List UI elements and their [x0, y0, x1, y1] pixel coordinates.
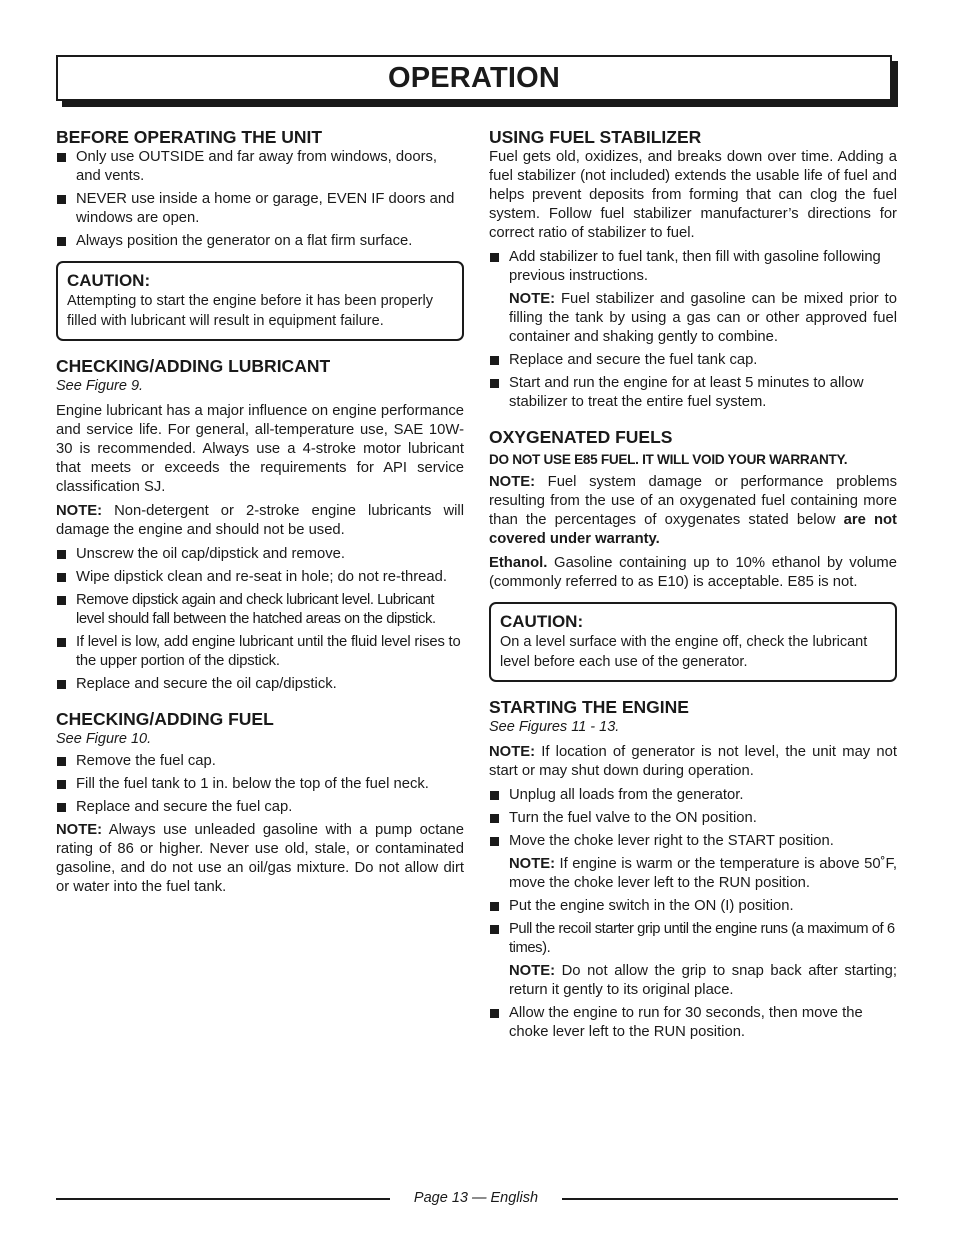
bullet-list [56, 752, 464, 817]
section-checking-lubricant [56, 355, 464, 694]
square-bullet-icon [490, 837, 499, 846]
caution-box-lubricant [56, 261, 464, 341]
note-paragraph: NOTE: Non-detergent or 2-stroke engine lubricants will damage the engine and should not be used. [56, 503, 464, 538]
list-item: Fill the fuel tank to 1 in. below the top of the fuel neck. [56, 775, 464, 794]
page-number: Page 13 — English [413, 1190, 539, 1206]
left-column [56, 126, 464, 907]
ethanol-paragraph: Ethanol. Gasoline containing up to 10% ethanol by volume (commonly referred to as E10) is acceptable. E85 is not. [489, 555, 897, 590]
list-item: Remove the fuel cap. [56, 752, 464, 771]
warranty-warning: DO NOT USE E85 FUEL. IT WILL VOID YOUR WARRANTY. [489, 452, 848, 467]
list-item: Remove dipstick again and check lubricant level. Lubricant level should fall between the hatched areas on the dipstick. [56, 591, 464, 629]
warranty-exclusion: are not covered under warranty. [489, 512, 897, 547]
note-label: NOTE: [509, 856, 556, 872]
list-item: If level is low, add engine lubricant until the fluid level rises to the upper portion of the dipstick. [56, 633, 464, 671]
page-title: OPERATION [387, 61, 561, 94]
list-item: Only use OUTSIDE and far away from windows, doors, and vents. [56, 148, 464, 186]
caution-text: On a level surface with the engine off, check the lubricant level before each use of the generator. [500, 634, 868, 670]
section-heading: BEFORE OPERATING THE UNIT [56, 127, 323, 147]
square-bullet-icon [57, 550, 66, 559]
square-bullet-icon [57, 596, 66, 605]
list-item: Start and run the engine for at least 5 minutes to allow stabilizer to treat the entire fuel system. [489, 374, 897, 412]
note-label: NOTE: [509, 963, 556, 979]
square-bullet-icon [57, 803, 66, 812]
square-bullet-icon [490, 356, 499, 365]
list-item: Unplug all loads from the generator. [489, 786, 897, 805]
square-bullet-icon [490, 814, 499, 823]
note-paragraph: NOTE: If location of generator is not level, the unit may not start or may shut down during operation. [489, 744, 897, 779]
note-label: NOTE: [489, 474, 536, 490]
bullet-list [489, 248, 897, 286]
ethanol-label: Ethanol. [489, 555, 548, 571]
figure-reference: See Figure 10. [56, 731, 152, 747]
list-item: Add stabilizer to fuel tank, then fill with gasoline following previous instructions. [489, 248, 897, 286]
page-footer [56, 1188, 898, 1208]
note-paragraph: NOTE: If engine is warm or the temperature is above 50˚F, move the choke lever left to the RUN position. [509, 856, 897, 891]
list-item: Replace and secure the fuel tank cap. [489, 351, 897, 370]
section-heading: STARTING THE ENGINE [489, 697, 689, 717]
square-bullet-icon [490, 379, 499, 388]
caution-text: Attempting to start the engine before it has been properly filled with lubricant will result in equipment failure. [67, 293, 433, 329]
page-title-box [56, 55, 892, 101]
section-oxygenated-fuels [489, 426, 897, 592]
note-label: NOTE: [509, 291, 556, 307]
bullet-list [489, 786, 897, 851]
body-paragraph: Fuel gets old, oxidizes, and breaks down over time. Adding a fuel stabilizer (not included) extends the usable life of fuel and helps prevent deposits from forming that can clog the fuel system. Follow fuel stabilizer manufacturer’s directions for correct ratio of stabilizer to fuel. [489, 149, 897, 241]
square-bullet-icon [57, 757, 66, 766]
note-paragraph: NOTE: Fuel system damage or performance problems resulting from the use of an oxygenated fuel containing more than the percentages of oxygenates stated below are not covered under warranty. [489, 474, 897, 547]
square-bullet-icon [57, 780, 66, 789]
section-heading: OXYGENATED FUELS [489, 427, 673, 447]
list-item: Put the engine switch in the ON (I) position. [489, 897, 897, 916]
square-bullet-icon [57, 237, 66, 246]
body-paragraph: Engine lubricant has a major influence on engine performance and service life. For general, all-temperature use, SAE 10W-30 is recommended. Always use a 4-stroke motor lubricant that meets or exceeds the requirements for API service classification SJ. [56, 403, 464, 495]
list-item: Unscrew the oil cap/dipstick and remove. [56, 545, 464, 564]
square-bullet-icon [57, 638, 66, 647]
section-checking-fuel [56, 708, 464, 897]
list-item: Allow the engine to run for 30 seconds, then move the choke lever left to the RUN position. [489, 1004, 897, 1042]
list-item: Wipe dipstick clean and re-seat in hole; do not re-thread. [56, 568, 464, 587]
caution-box-level [489, 602, 897, 682]
note-paragraph: NOTE: Always use unleaded gasoline with a pump octane rating of 86 or higher. Never use old, stale, or contaminated gasoline, and do not use an oil/gas mixture. Do not allow dirt or water into the fuel tank. [56, 822, 464, 895]
footer-rule-right [562, 1198, 898, 1200]
list-item: Replace and secure the fuel cap. [56, 798, 464, 817]
list-item: NEVER use inside a home or garage, EVEN IF doors and windows are open. [56, 190, 464, 228]
caution-label: CAUTION: [500, 612, 584, 631]
section-before-operating [56, 126, 464, 251]
square-bullet-icon [490, 902, 499, 911]
square-bullet-icon [57, 153, 66, 162]
right-column [489, 126, 897, 1052]
square-bullet-icon [57, 573, 66, 582]
square-bullet-icon [490, 925, 499, 934]
figure-reference: See Figures 11 - 13. [489, 719, 620, 735]
square-bullet-icon [490, 791, 499, 800]
square-bullet-icon [490, 253, 499, 262]
figure-reference: See Figure 9. [56, 378, 144, 394]
note-label: NOTE: [489, 744, 536, 760]
list-item: Turn the fuel valve to the ON position. [489, 809, 897, 828]
section-starting-engine [489, 696, 897, 1042]
list-item: Replace and secure the oil cap/dipstick. [56, 675, 464, 694]
note-paragraph: NOTE: Do not allow the grip to snap back after starting; return it gently to its original place. [509, 963, 897, 998]
bullet-list [489, 351, 897, 412]
footer-rule-left [56, 1198, 390, 1200]
section-heading: CHECKING/ADDING LUBRICANT [56, 356, 331, 376]
bullet-list [489, 1004, 897, 1042]
bullet-list [56, 148, 464, 251]
list-item: Pull the recoil starter grip until the engine runs (a maximum of 6 times). [489, 920, 897, 958]
bullet-list [56, 545, 464, 694]
square-bullet-icon [490, 1009, 499, 1018]
note-label: NOTE: [56, 822, 103, 838]
note-label: NOTE: [56, 503, 103, 519]
section-fuel-stabilizer [489, 126, 897, 412]
bullet-list [489, 897, 897, 958]
square-bullet-icon [57, 680, 66, 689]
square-bullet-icon [57, 195, 66, 204]
list-item: Always position the generator on a flat firm surface. [56, 232, 464, 251]
note-paragraph: NOTE: Fuel stabilizer and gasoline can be mixed prior to filling the tank by using a gas can or other approved fuel container and shaking gently to combine. [509, 291, 897, 345]
caution-label: CAUTION: [67, 271, 151, 290]
section-heading: USING FUEL STABILIZER [489, 127, 702, 147]
section-heading: CHECKING/ADDING FUEL [56, 709, 274, 729]
list-item: Move the choke lever right to the START position. [489, 832, 897, 851]
